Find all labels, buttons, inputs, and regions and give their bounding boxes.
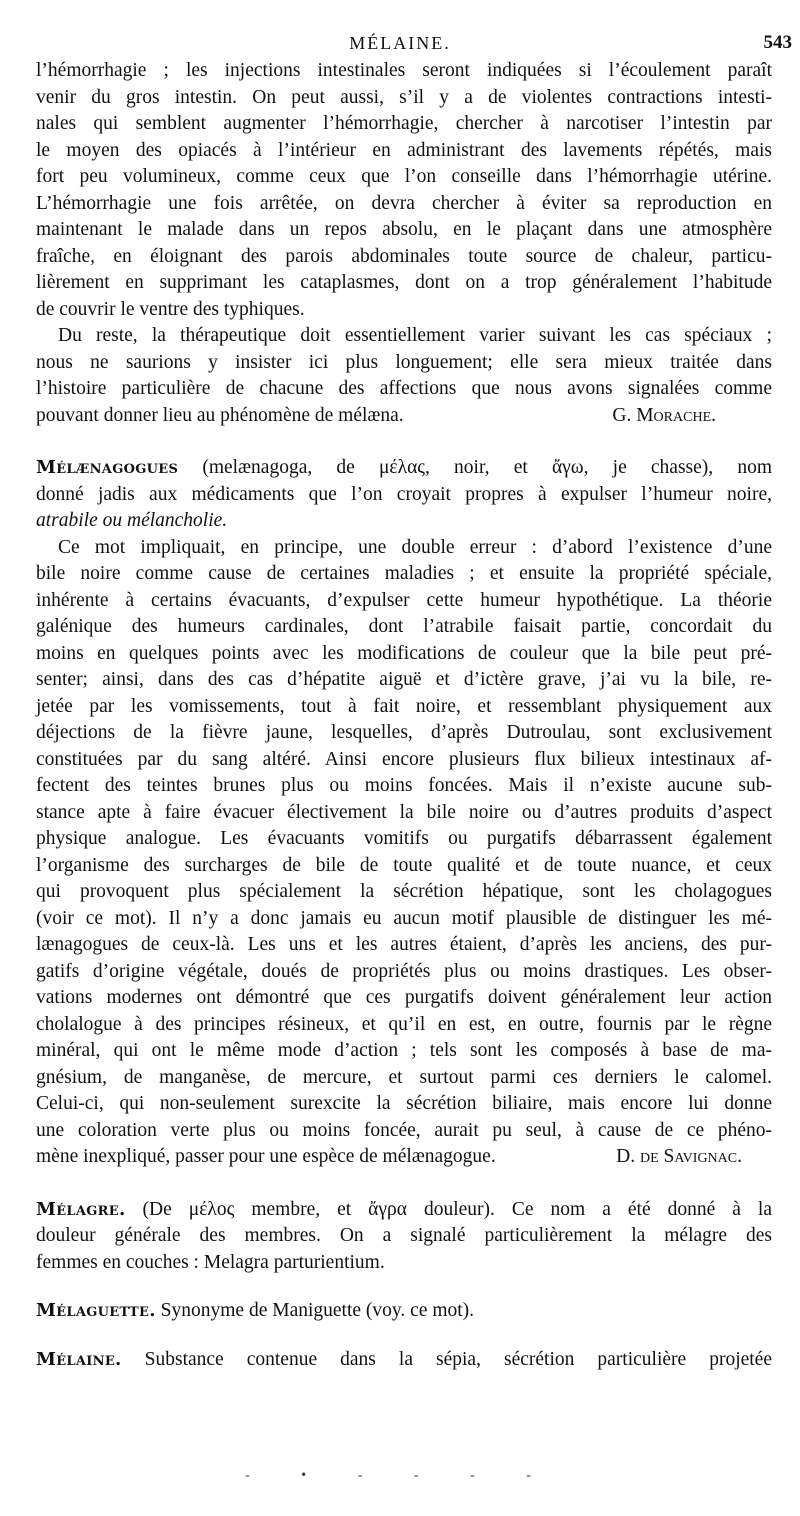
text-line: femmes en couches : Melagra parturientium. (36, 1251, 385, 1273)
entry-first-line (36, 1298, 772, 1325)
text-line-end: pouvant donner lieu au phénomène de mélæna. (36, 404, 404, 426)
text-line: qui provoquent plus spécialement la sécrétion hépatique, sont les cholagogues (36, 881, 772, 902)
text-line: cholalogue à des principes résineux, et qu’il en est, en outre, fournis par le règne (36, 1013, 772, 1035)
text-line: inhérente à certains évacuants, d’expulser cette humeur hypothétique. La théorie (36, 589, 772, 611)
text-line: venir du gros intestin. On peut aussi, s’il y a de violentes contractions intesti- (36, 86, 772, 108)
text-line: L’hémorrhagie une fois arrêtée, on devra chercher à éviter sa reproduction en (36, 192, 772, 214)
headword: Mélagre. (36, 1198, 126, 1220)
text-line: de couvrir le ventre des typhiques. (36, 298, 305, 320)
body-text (36, 58, 772, 1373)
running-head-title: MÉLAINE. (349, 33, 451, 53)
headword: Mélænagogues (36, 457, 179, 478)
entry-separator (36, 1171, 772, 1197)
text-line: atrabile ou mélancholie. (36, 510, 228, 531)
entry-melaenagogues (36, 455, 772, 1171)
text-line: Celui-ci, qui non-seulement surexcite la sécrétion biliaire, mais encore lui donne (36, 1093, 772, 1114)
headword: Mélaine. (36, 1348, 122, 1370)
text-line: l’hémorrhagie ; les injections intestinales seront indiquées si l’écoulement paraît (36, 60, 772, 81)
text-line: le moyen des opiacés à l’intérieur en administrant des lavements répétés, mais (36, 139, 772, 161)
text-line-end: mène inexpliqué, passer pour une espèce de mélænagogue. (36, 1146, 496, 1167)
text-line: minéral, qui ont le même mode d’action ; tels sont les composés à base de ma- (36, 1040, 772, 1061)
text-line: bile noire comme cause de certaines maladies ; et ensuite la propriété spéciale, (36, 563, 772, 584)
text-line: lièrement en supprimant les cataplasmes, dont on a trop généralement l’habitude (36, 272, 772, 293)
text-line: donné jadis aux médicaments que l’on croyait propres à expulser l’humeur noire, (36, 483, 772, 505)
headword: Mélaguette. (36, 1300, 156, 1321)
text-line: déjections de la fièvre jaune, lesquelles, d’après Dutroulau, sont exclusivement (36, 722, 772, 743)
text-line: l’histoire particulière de chacune des affections que nous avons signalées comme (36, 378, 772, 399)
entry-melaine (36, 1347, 772, 1374)
text-line: maintenant le malade dans un repos absolu, en le plaçant dans une atmosphère (36, 219, 772, 240)
author-signature: D. de Savignac. (616, 1146, 742, 1167)
entry-first-line (36, 1197, 772, 1224)
text-line: (voir ce mot). Il n’y a donc jamais eu aucun motif plausible de distinguer les mé- (36, 907, 772, 929)
text-line: l’organisme des surcharges de bile de toute qualité et de toute nuance, et ceux (36, 854, 772, 876)
text-line: nous ne saurions y insister ici plus longuement; elle sera mieux traitée dans (36, 351, 772, 373)
melaena-continuation (36, 58, 772, 429)
footer-marks: - • - - - - (245, 1468, 555, 1483)
text-line: jetée par les vomissements, tout à fait noire, et ressemblant physiquement aux (36, 695, 772, 717)
text-line: douleur générale des membres. On a signalé particulièrement la mélagre des (36, 1225, 772, 1246)
text-line: fort peu volumineux, comme ceux que l’on conseille dans l’hémorrhagie utérine. (36, 166, 772, 187)
running-head (0, 28, 800, 58)
entry-first-line-text: (melænagoga, de μέλας, noir, et ἄγω, je chasse), nom (178, 457, 772, 478)
text-line: stance apte à faire évacuer électivement la bile noire ou d’autres produits d’aspect (36, 801, 772, 823)
entry-melaguette (36, 1298, 772, 1325)
text-line: vations modernes ont démontré que ces purgatifs doivent généralement leur action (36, 987, 772, 1008)
entry-text: Substance contenue dans la sépia, sécrétion particulière projetée (121, 1348, 772, 1370)
text-line: fectent des teintes brunes plus ou moins foncées. Mais il n’existe aucune sub- (36, 775, 772, 796)
text-line: nales qui semblent augmenter l’hémorrhagie, chercher à narcotiser l’intestin par (36, 113, 772, 134)
text-line: lænagogues de ceux-là. Les uns et les autres étaient, d’après les anciens, des pur- (36, 934, 772, 955)
page-number: 543 (763, 32, 792, 53)
text-line: senter; ainsi, dans des cas d’hépatite aiguë et d’ictère grave, j’ai vu la bile, re- (36, 669, 772, 690)
entry-first-line-text: (De μέλος membre, et ἄγρα douleur). Ce nom a été donné à la (125, 1198, 772, 1220)
text-line: galénique des humeurs cardinales, dont l’atrabile faisait partie, concordait du (36, 616, 772, 637)
text-line: Ce mot impliquait, en principe, une double erreur : d’abord l’existence d’une (58, 536, 772, 558)
text-line: fraîche, en éloignant des parois abdominales toute source de chaleur, particu- (36, 245, 772, 267)
entry-separator (36, 1276, 772, 1298)
author-signature: G. Morache. (612, 404, 716, 426)
text-line: Du reste, la thérapeutique doit essentiellement varier suivant les cas spéciaux ; (58, 325, 772, 346)
entry-separator (36, 429, 772, 455)
text-line: gatifs d’origine végétale, doués de propriétés plus ou moins drastiques. Les obser- (36, 960, 772, 982)
entry-melagre (36, 1197, 772, 1277)
text-line: physique analogue. Les évacuants vomitifs ou purgatifs débarrassent également (36, 828, 772, 849)
text-line (36, 403, 772, 430)
text-line: une coloration verte plus ou moins foncée, aurait pu seul, à cause de ce phéno- (36, 1119, 772, 1141)
text-line: constituées par du sang altéré. Ainsi encore plusieurs flux bilieux intestinaux af- (36, 748, 772, 770)
text-line: moins en quelques points avec les modifications de couleur que la bile peut pré- (36, 642, 772, 664)
text-line: gnésium, de manganèse, de mercure, et surtout parmi ces derniers le calomel. (36, 1066, 772, 1088)
entry-text: Synonyme de Maniguette (voy. ce mot). (155, 1300, 475, 1321)
entry-first-line (36, 455, 772, 482)
text-line (36, 1144, 772, 1171)
entry-separator (36, 1325, 772, 1347)
entry-first-line (36, 1347, 772, 1374)
